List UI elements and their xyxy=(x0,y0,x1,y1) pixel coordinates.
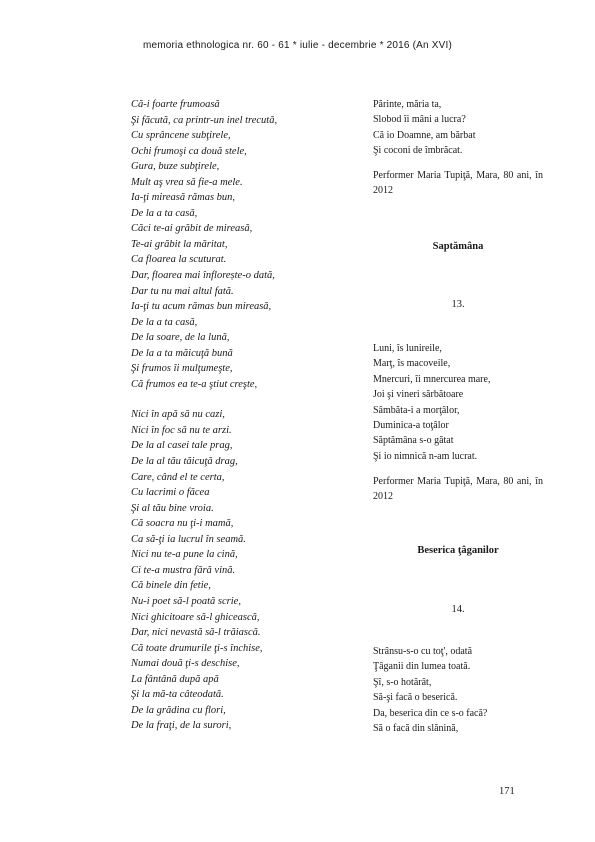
verse-line: Ca floarea la scuturat. xyxy=(131,254,227,266)
verse-line: Să-şi facă o beserică. xyxy=(373,692,458,704)
page-number: 171 xyxy=(499,786,515,797)
verse-line: Ia-ţi mireasă rămas bun, xyxy=(131,192,236,204)
verse-line: Nici nu te-a pune la cină, xyxy=(131,549,238,561)
verse-line: Gura, buze subţirele, xyxy=(131,161,220,173)
verse-line: Luni, îs lunireile, xyxy=(373,343,442,354)
verse-line: Mnercuri, îi mnercurea mare, xyxy=(373,373,491,385)
verse-line: Şi io nimnică n-am lucrat. xyxy=(373,450,478,462)
section-title-beserica: Beserica ţâganilor xyxy=(417,545,499,556)
verse-line: Nici în apă să nu cazi, xyxy=(131,409,225,421)
verse-line: Nici în foc să nu te arzi. xyxy=(131,424,232,436)
verse-line: Părinte, măria ta, xyxy=(373,99,442,110)
performer-credit-1: Performer Maria Tupiţă, Mara, 80 ani, în 2012 xyxy=(373,170,543,197)
poem-14-verse xyxy=(373,644,543,736)
verse-line: Dar tu nu mai altul fată. xyxy=(131,285,234,297)
left-column-poem xyxy=(131,97,331,734)
verse-line: Ochi frumoşi ca două stele, xyxy=(131,145,247,157)
verse-line: Cu lacrimi o făcea xyxy=(131,487,210,499)
verse-line: Joi şi vineri sărbătoare xyxy=(373,389,464,401)
performer-credit-2: Performer Maria Tupiţă, Mara, 80 ani, în 2012 xyxy=(373,476,543,503)
verse-line: Nici ghicitoare să-l ghicească, xyxy=(131,611,260,623)
verse-line: Că frumos ea te-a ştiut creşte, xyxy=(131,378,258,390)
verse-line: Ci te-a mustra fără vină. xyxy=(131,564,236,576)
section-title-saptamana: Saptămâna xyxy=(432,241,484,252)
verse-line: De la a ta măicuţă bună xyxy=(131,347,233,359)
verse-line: De la soare, de la lună, xyxy=(131,332,230,344)
verse-line: Te-ai grăbit la măritat, xyxy=(131,238,228,250)
verse-line: Numai două ţi-s deschise, xyxy=(131,658,240,670)
verse-line: Care, când el te certa, xyxy=(131,471,225,483)
verse-line: Căci te-ai grăbit de mireasă, xyxy=(131,223,253,235)
verse-line: Că-i foarte frumoasă xyxy=(131,99,220,110)
verse-line: De la grădina cu flori, xyxy=(131,704,226,716)
verse-line: Că toate drumurile ţi-s închise, xyxy=(131,642,263,654)
verse-line: Ca să-ţi ia lucrul în seamă. xyxy=(131,533,246,545)
verse-line: De la al tău tăicuţă drag, xyxy=(131,456,238,468)
verse-line: Mult aş vrea să fie-a mele. xyxy=(131,176,243,188)
verse-line: Da, beserica din ce s-o facă? xyxy=(373,707,488,719)
verse-line: De la a ta casă, xyxy=(131,207,198,219)
verse-line: De la a ta casă, xyxy=(131,316,198,328)
verse-line: Şi al tău bine vroia. xyxy=(131,502,214,514)
left-stanza-1 xyxy=(131,97,331,392)
poem-13-verse xyxy=(373,341,543,464)
verse-line: Şi făcută, ca printr-un inel trecută, xyxy=(131,114,278,126)
verse-line: De la al casei tale prag, xyxy=(131,440,233,452)
verse-line: Sâmbăta-i a morţâlor, xyxy=(373,404,460,416)
stanza-gap xyxy=(131,392,331,407)
verse-line: Că io Doamne, am bărbat xyxy=(373,129,476,141)
right-top-verse xyxy=(373,97,543,159)
verse-line: Cu sprâncene subţirele, xyxy=(131,130,231,142)
verse-line: De la fraţi, de la surori, xyxy=(131,720,232,732)
verse-line: Dar, nici nevastă să-l trăiască. xyxy=(131,627,261,639)
verse-line: Duminica-a toţâlor xyxy=(373,420,449,432)
verse-line: Şi la mă-ta câteodată. xyxy=(131,689,224,701)
verse-line: Că binele din fetie, xyxy=(131,580,211,592)
verse-line: Marţ, îs macoveile, xyxy=(373,358,451,370)
verse-line: Că soacra nu ţi-i mamă, xyxy=(131,518,234,530)
verse-line: Ia-ţi tu acum rămas bun mireasă, xyxy=(131,301,272,313)
verse-line: Şî, s-o hotărât, xyxy=(373,676,432,688)
poem-number-13: 13. xyxy=(451,299,465,310)
poem-number-14: 14. xyxy=(451,604,465,615)
verse-line: Ţâganii din lumea toată. xyxy=(373,661,471,673)
verse-line: Şi frumos îi mulţumeşte, xyxy=(131,363,233,375)
verse-line: La fântână după apă xyxy=(131,673,219,685)
verse-line: Strânsu-s-o cu toţ', odată xyxy=(373,646,473,657)
left-stanza-2 xyxy=(131,407,331,733)
verse-line: Să o facă din slănină, xyxy=(373,723,459,735)
verse-line: Şi coconi de îmbrăcat. xyxy=(373,145,463,157)
journal-header: memoria ethnologica nr. 60 - 61 * iulie - decembrie * 2016 (An XVI) xyxy=(142,40,453,51)
verse-line: Slobod îi mâni a lucra? xyxy=(373,114,466,126)
verse-line: Nu-i poet să-l poată scrie, xyxy=(131,595,241,607)
verse-line: Dar, floarea mai înflorește-o dată, xyxy=(131,270,275,282)
verse-line: Săptămâna s-o gătat xyxy=(373,435,454,447)
